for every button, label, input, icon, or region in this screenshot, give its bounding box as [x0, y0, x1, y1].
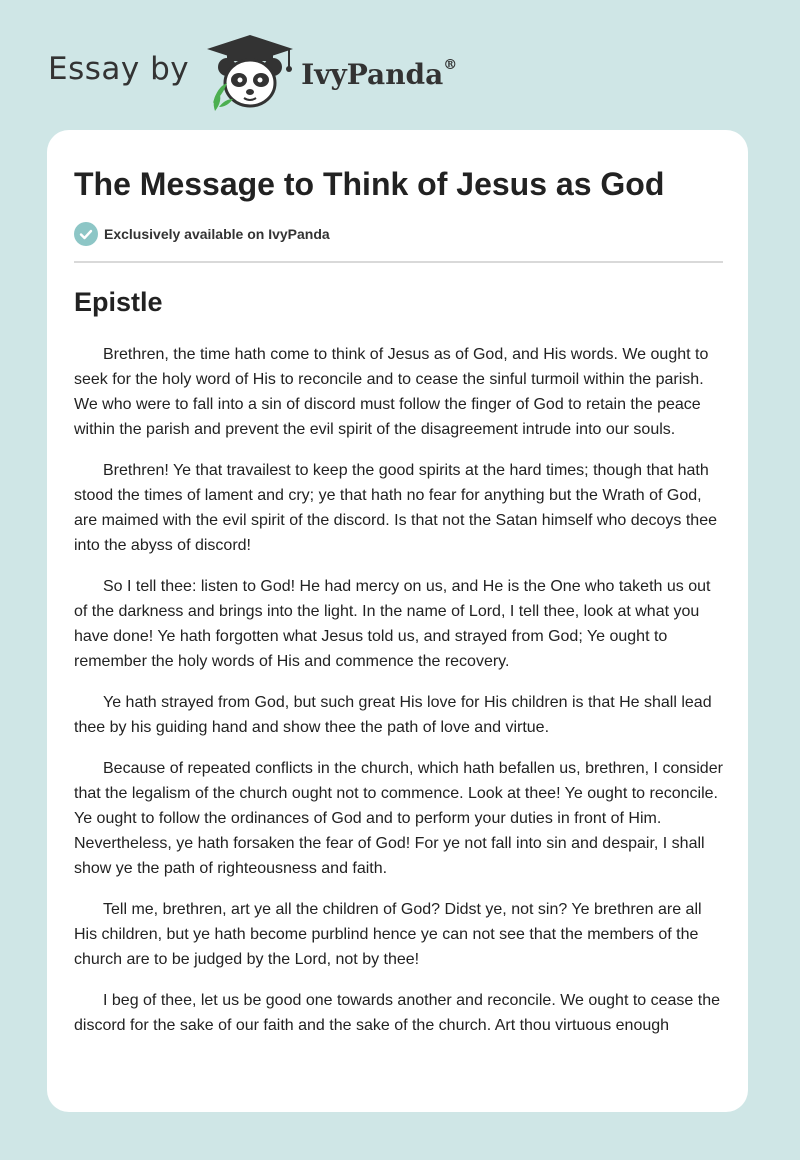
- check-circle-icon: [74, 222, 98, 246]
- essay-body: [74, 342, 726, 1054]
- essay-by-label: Essay by: [48, 51, 190, 87]
- essay-card: [47, 130, 748, 1112]
- title-divider: [74, 261, 723, 263]
- page-title: The Message to Think of Jesus as God: [74, 166, 665, 202]
- essay-paragraph: Because of repeated conflicts in the church, which hath befallen us, brethren, I consider that the legalism of the church ought not to commence. Look at thee! Ye ought to reconcile. Ye ought to follow the ordinances of God and to perform your duties in front of Him. Nevertheless, ye hath forsaken the fear of God! For ye not fall into sin and despair, I shall show ye the path of righteousness and faith.: [74, 760, 723, 877]
- essay-paragraph: I beg of thee, let us be good one towards another and reconcile. We ought to cease the discord for the sake of our faith and the sake of the church. Art thou virtuous enough: [74, 992, 721, 1034]
- availability-badge: [74, 222, 330, 246]
- registered-mark: ®: [443, 57, 458, 74]
- ivypanda-logo-icon[interactable]: [205, 33, 295, 111]
- essay-paragraph: Brethren, the time hath come to think of Jesus as of God, and His words. We ought to seek for the holy word of His to reconcile and to cease the sinful turmoil within the parish. We who were to fall into a sin of discord must follow the finger of God to retain the peace within the parish and prevent the evil spirit of the disagreement intrude into our souls.: [74, 346, 709, 438]
- essay-paragraph: Tell me, brethren, art ye all the children of God? Didst ye, not sin? Ye brethren are all His children, but ye hath become purblind hence ye can not see that the members of the church are to be judged by the Lord, not by thee!: [74, 901, 702, 968]
- availability-text: Exclusively available on IvyPanda: [104, 226, 330, 242]
- brand-label: IvyPanda: [301, 57, 444, 91]
- brand-name[interactable]: [301, 58, 457, 91]
- essay-paragraph: Brethren! Ye that travailest to keep the good spirits at the hard times; though that hath stood the times of lament and cry; ye that hath no fear for anything but the Wrath of God, are maimed with the evil spirit of the discord. Is that not the Satan himself who decoys thee into the abyss of discord!: [74, 462, 717, 554]
- section-heading: Epistle: [74, 287, 163, 317]
- site-header: [48, 32, 457, 112]
- essay-paragraph: So I tell thee: listen to God! He had mercy on us, and He is the One who taketh us out of the darkness and brings into the light. In the name of Lord, I tell thee, look at what you have done! Ye hath forgotten what Jesus told us, and strayed from God; Ye ought to remember the holy words of His and commence the recovery.: [74, 578, 711, 670]
- essay-paragraph: Ye hath strayed from God, but such great His love for His children is that He shall lead thee by his guiding hand and show thee the path of love and virtue.: [74, 694, 712, 736]
